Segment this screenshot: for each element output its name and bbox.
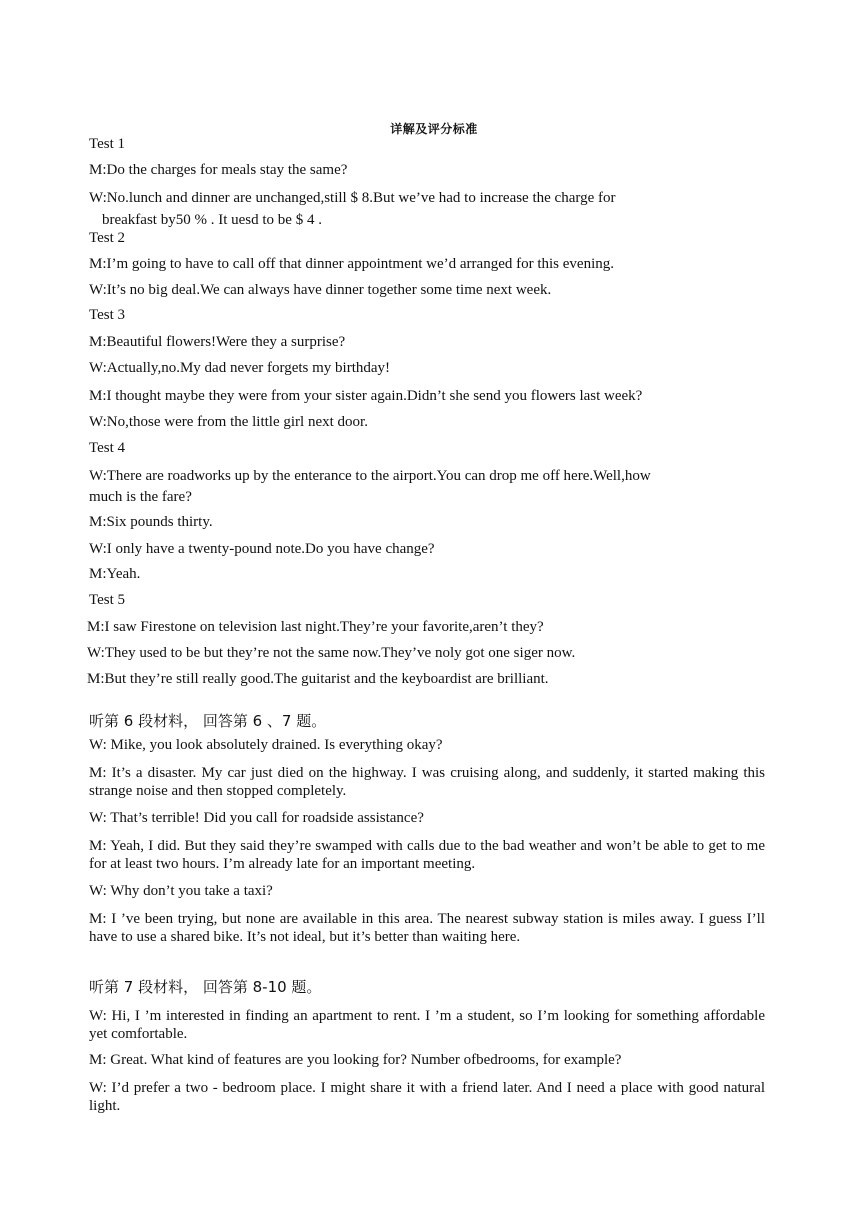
section-6-dialogue-6: M: I ’ve been trying, but none are available in this area. The nearest subway station is miles away. I guess I’ll have to use a shared bike. It’s not ideal, but it’s better than waiting here. [89,911,765,945]
test-5-line-3: M:But they’re still really good.The guitarist and the keyboardist are brilliant. [87,671,549,687]
section-6-heading: 听第 6 段材料， 回答第 6 、7 题。 [89,712,327,730]
test-4-line-2: M:Six pounds thirty. [89,514,213,530]
test-3-label: Test 3 [89,307,126,323]
section-6-dialogue-1: W: Mike, you look absolutely drained. Is everything okay? [89,737,443,753]
section-7-heading: 听第 7 段材料， 回答第 8-10 题。 [89,978,322,996]
test-2-line-1: M:I’m going to have to call off that dinner appointment we’d arranged for this evening. [89,256,614,272]
test-3-line-2: W:Actually,no.My dad never forgets my birthday! [89,360,391,376]
test-1-label: Test 1 [89,136,126,152]
test-4-line-1: W:There are roadworks up by the enterance to the airport.You can drop me off here.Well,how [89,468,651,484]
test-1-line-1: M:Do the charges for meals stay the same? [89,162,348,178]
test-4-line-3: W:I only have a twenty-pound note.Do you have change? [89,541,435,557]
section-6-dialogue-5: W: Why don’t you take a taxi? [89,883,273,899]
test-4-line-4: M:Yeah. [89,566,141,582]
test-4-line-1-cont: much is the fare? [89,489,192,505]
section-6-dialogue-3: W: That’s terrible! Did you call for roadside assistance? [89,810,424,826]
test-3-line-1: M:Beautiful flowers!Were they a surprise? [89,334,346,350]
test-2-label: Test 2 [89,230,126,246]
test-3-line-3: M:I thought maybe they were from your sister again.Didn’t she send you flowers last week? [89,388,643,404]
section-7-dialogue-1: W: Hi, I ’m interested in finding an apartment to rent. I ’m a student, so I’m looking for something affordable yet comfortable. [89,1008,765,1042]
test-2-line-2: W:It’s no big deal.We can always have dinner together some time next week. [89,282,552,298]
section-7-dialogue-3: W: I’d prefer a two - bedroom place. I might share it with a friend later. And I need a place with good natural light. [89,1080,765,1114]
page-title: 详解及评分标准 [390,122,478,136]
test-5-line-1: M:I saw Firestone on television last night.They’re your favorite,aren’t they? [87,619,544,635]
section-6-dialogue-2: M: It’s a disaster. My car just died on the highway. I was cruising along, and suddenly, it started making this strange noise and then stopped completely. [89,765,765,799]
test-4-label: Test 4 [89,440,126,456]
test-1-line-2-cont: breakfast by50 % . It uesd to be $ 4 . [102,212,322,228]
test-5-label: Test 5 [89,592,126,608]
test-1-line-2: W:No.lunch and dinner are unchanged,still $ 8.But we’ve had to increase the charge for [89,190,616,206]
section-6-dialogue-4: M: Yeah, I did. But they said they’re swamped with calls due to the bad weather and won’t be able to get to me for at least two hours. I’m already late for an important meeting. [89,838,765,872]
section-7-dialogue-2: M: Great. What kind of features are you looking for? Number ofbedrooms, for example? [89,1052,622,1068]
test-5-line-2: W:They used to be but they’re not the same now.They’ve noly got one siger now. [87,645,576,661]
test-3-line-4: W:No,those were from the little girl next door. [89,414,368,430]
